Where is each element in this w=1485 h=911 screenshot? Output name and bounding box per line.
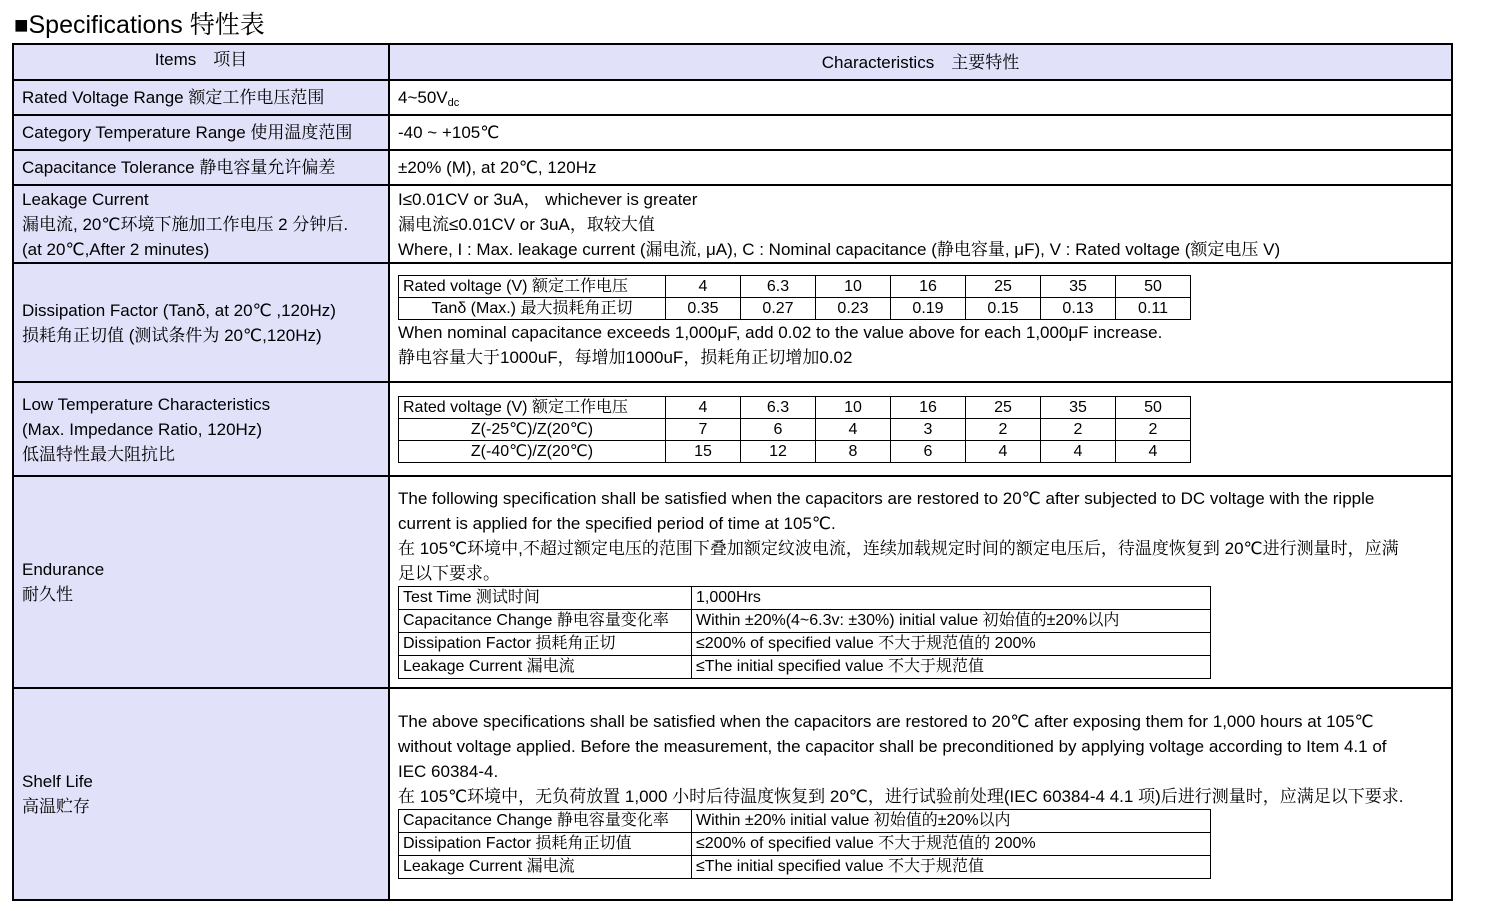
dissipation-factor-table — [398, 275, 1191, 320]
lt-z40-cell: 8 — [816, 440, 891, 462]
row-dissipation-factor — [13, 263, 1452, 382]
endurance-text-line: The following specification shall be satisfied when the capacitors are restored to 20℃ after subjected to DC voltage with the ripple — [398, 488, 1375, 508]
df-note-cn: 静电容量大于1000uF，每增加1000uF，损耗角正切增加0.02 — [398, 348, 853, 367]
value-endurance — [389, 476, 1452, 688]
lt-z40-row — [399, 440, 1191, 462]
row-shelf-life — [13, 688, 1452, 900]
lt-z25-cell: 2 — [1116, 418, 1191, 440]
lt-z25-cell: 4 — [816, 418, 891, 440]
df-voltage-cell: 10 — [816, 276, 891, 298]
df-voltage-label: Rated voltage (V) 额定工作电压 — [399, 276, 666, 298]
lt-z25-label: Z(-25℃)/Z(20℃) — [399, 418, 666, 440]
value-dissipation-factor — [389, 263, 1452, 382]
df-tan-cell: 0.19 — [891, 298, 966, 320]
value-low-temperature — [389, 382, 1452, 476]
endurance-text-line: 足以下要求。 — [398, 563, 500, 583]
row-low-temperature — [13, 382, 1452, 476]
lt-voltage-cell: 25 — [966, 396, 1041, 418]
table-row: Leakage Current 漏电流 ≤The initial specified value 不大于规范值 — [399, 856, 1211, 879]
df-voltage-cell: 50 — [1116, 276, 1191, 298]
row-leakage-current — [13, 185, 1452, 263]
endurance-text-line: current is applied for the specified period of time at 105℃. — [398, 513, 836, 533]
label-dissipation-factor: Dissipation Factor (Tanδ, at 20℃ ,120Hz) 损耗角正切值 (测试条件为 20℃,120Hz) — [13, 263, 389, 382]
lt-z40-label: Z(-40℃)/Z(20℃) — [399, 440, 666, 462]
table-row: Dissipation Factor 损耗角正切 ≤200% of specified value 不大于规范值的 200% — [399, 632, 1211, 655]
header-characteristics: Characteristics 主要特性 — [389, 44, 1452, 80]
label-leakage-current: Leakage Current 漏电流, 20℃环境下施加工作电压 2 分钟后. (at 20℃,After 2 minutes) — [13, 185, 389, 263]
header-items: Items 项目 — [13, 44, 389, 80]
lt-z40-cell: 6 — [891, 440, 966, 462]
df-tan-row — [399, 298, 1191, 320]
table-row: Capacitance Change 静电容量变化率 Within ±20%(4~6.3v: ±30%) initial value 初始值的±20%以内 — [399, 609, 1211, 632]
specifications-table — [12, 43, 1453, 901]
df-tan-label: Tanδ (Max.) 最大损耗角正切 — [399, 298, 666, 320]
lt-z25-cell: 2 — [1041, 418, 1116, 440]
label-endurance: Endurance 耐久性 — [13, 476, 389, 688]
shelf-text-line: 在 105℃环境中，无负荷放置 1,000 小时后待温度恢复到 20℃，进行试验前处理(IEC 60384-4 4.1 项)后进行测量时，应满足以下要求. — [398, 787, 1404, 806]
lt-z25-row — [399, 418, 1191, 440]
df-tan-cell: 0.35 — [666, 298, 741, 320]
df-voltage-cell: 4 — [666, 276, 741, 298]
lt-z25-cell: 3 — [891, 418, 966, 440]
df-voltage-cell: 25 — [966, 276, 1041, 298]
value-category-temperature: -40 ~ +105℃ — [389, 115, 1452, 150]
df-voltage-row — [399, 276, 1191, 298]
lt-z25-cell: 6 — [741, 418, 816, 440]
df-note-en: When nominal capacitance exceeds 1,000μF, add 0.02 to the value above for each 1,000μF increase. — [398, 323, 1163, 342]
df-voltage-cell: 35 — [1041, 276, 1116, 298]
lt-voltage-cell: 35 — [1041, 396, 1116, 418]
shelf-text-line: IEC 60384-4. — [398, 762, 499, 781]
lt-z40-cell: 4 — [966, 440, 1041, 462]
table-row: Leakage Current 漏电流 ≤The initial specified value 不大于规范值 — [399, 655, 1211, 678]
df-tan-cell: 0.11 — [1116, 298, 1191, 320]
lt-voltage-cell: 6.3 — [741, 396, 816, 418]
value-capacitance-tolerance: ±20% (M), at 20℃, 120Hz — [389, 150, 1452, 185]
table-row: Capacitance Change 静电容量变化率 Within ±20% initial value 初始值的±20%以内 — [399, 810, 1211, 833]
lt-z25-cell: 7 — [666, 418, 741, 440]
df-tan-cell: 0.15 — [966, 298, 1041, 320]
label-low-temperature: Low Temperature Characteristics (Max. Impedance Ratio, 120Hz) 低温特性最大阻抗比 — [13, 382, 389, 476]
label-rated-voltage: Rated Voltage Range 额定工作电压范围 — [13, 80, 389, 115]
df-voltage-cell: 6.3 — [741, 276, 816, 298]
lt-z40-cell: 15 — [666, 440, 741, 462]
value-shelf-life — [389, 688, 1452, 900]
lt-voltage-label: Rated voltage (V) 额定工作电压 — [399, 396, 666, 418]
lt-voltage-cell: 4 — [666, 396, 741, 418]
row-category-temperature — [13, 115, 1452, 150]
shelf-spec-table — [398, 809, 1211, 879]
label-capacitance-tolerance: Capacitance Tolerance 静电容量允许偏差 — [13, 150, 389, 185]
lt-z40-cell: 4 — [1116, 440, 1191, 462]
lt-z40-cell: 4 — [1041, 440, 1116, 462]
header-row — [13, 44, 1452, 80]
row-endurance — [13, 476, 1452, 688]
shelf-text-line: without voltage applied. Before the measurement, the capacitor shall be preconditioned by applying voltage according to Item 4.1 of — [398, 737, 1387, 756]
lt-voltage-row — [399, 396, 1191, 418]
row-rated-voltage — [13, 80, 1452, 115]
label-category-temperature: Category Temperature Range 使用温度范围 — [13, 115, 389, 150]
low-temperature-table — [398, 396, 1191, 463]
page-title — [14, 8, 265, 43]
table-row: Test Time 测试时间 1,000Hrs — [399, 586, 1211, 609]
table-row: Dissipation Factor 损耗角正切值 ≤200% of specified value 不大于规范值的 200% — [399, 833, 1211, 856]
label-shelf-life: Shelf Life 高温贮存 — [13, 688, 389, 900]
shelf-text-line: The above specifications shall be satisfied when the capacitors are restored to 20℃ after exposing them for 1,000 hours at 105℃ — [398, 712, 1374, 731]
endurance-spec-table — [398, 586, 1211, 679]
df-tan-cell: 0.23 — [816, 298, 891, 320]
value-leakage-current: I≤0.01CV or 3uA， whichever is greater 漏电流≤0.01CV or 3uA，取较大值 Where, I : Max. leakage current (漏电流, μA), C : Nominal capacitance (静电容量, μF), V : Rated voltage (额定电压 V) — [389, 185, 1452, 263]
df-tan-cell: 0.13 — [1041, 298, 1116, 320]
df-tan-cell: 0.27 — [741, 298, 816, 320]
row-capacitance-tolerance — [13, 150, 1452, 185]
lt-z25-cell: 2 — [966, 418, 1041, 440]
lt-voltage-cell: 50 — [1116, 396, 1191, 418]
lt-voltage-cell: 10 — [816, 396, 891, 418]
lt-z40-cell: 12 — [741, 440, 816, 462]
title-text: Specifications 特性表 — [28, 11, 265, 39]
lt-voltage-cell: 16 — [891, 396, 966, 418]
title-square-icon: ■ — [14, 12, 29, 39]
value-rated-voltage: $4\sim 50V_{dc}$ — [389, 80, 1452, 115]
df-voltage-cell: 16 — [891, 276, 966, 298]
endurance-text-line: 在 105℃环境中,不超过额定电压的范围下叠加额定纹波电流，连续加载规定时间的额定电压后，待温度恢复到 20℃进行测量时，应满 — [398, 538, 1399, 558]
